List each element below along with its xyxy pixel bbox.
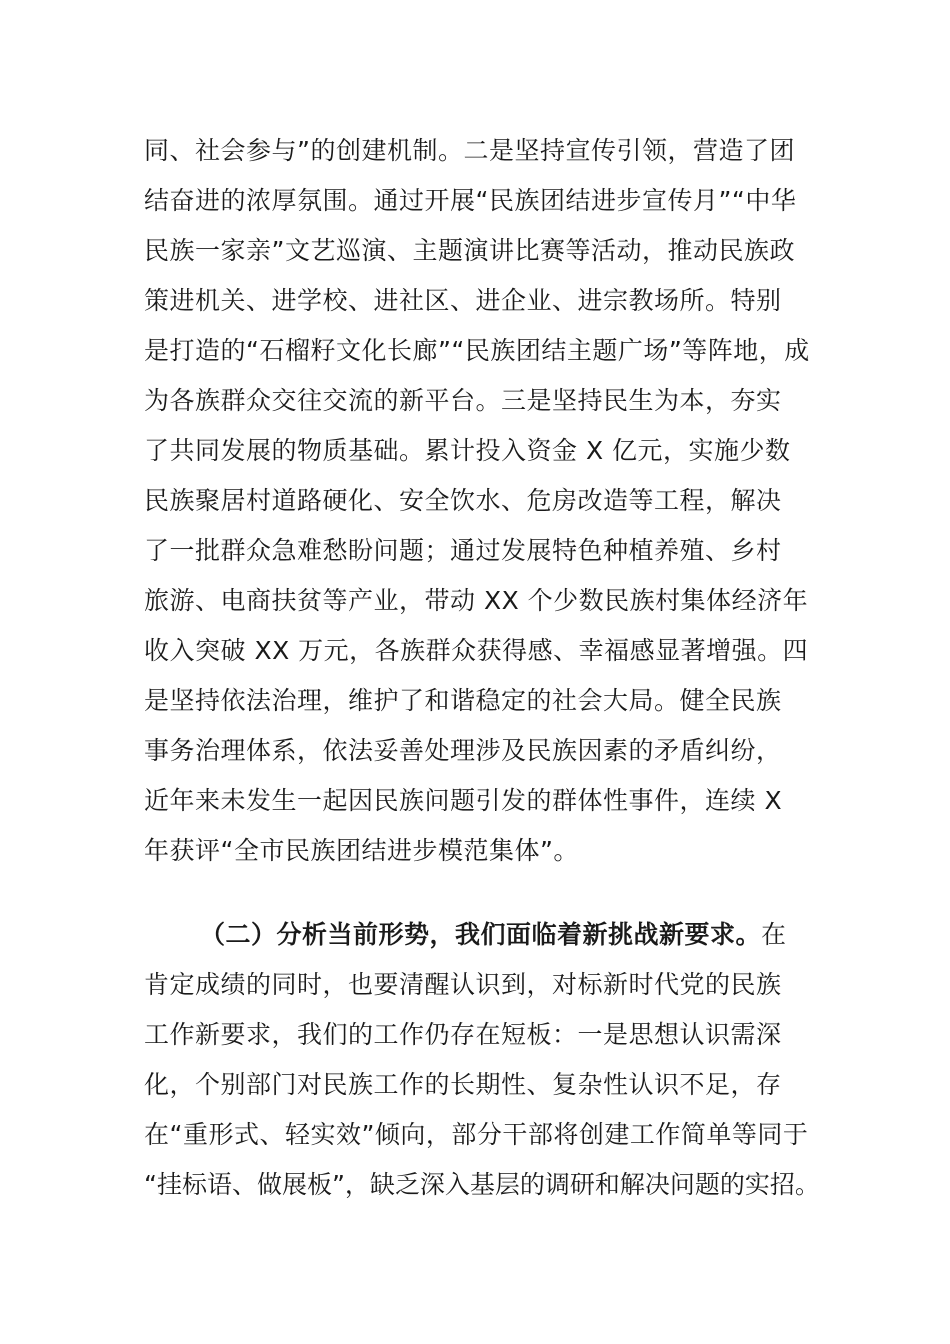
text-line: 收入突破 XX 万元，各族群众获得感、幸福感显著增强。四	[144, 636, 809, 665]
text-line: 旅游、电商扶贫等产业，带动 XX 个少数民族村集体经济年	[144, 586, 809, 615]
text-line: 近年来未发生一起因民族问题引发的群体性事件，连续 X	[144, 786, 783, 815]
text-line: 事务治理体系，依法妥善处理涉及民族因素的矛盾纠纷，	[144, 736, 782, 765]
text-line: 化，个别部门对民族工作的长期性、复杂性认识不足，存	[144, 1070, 782, 1099]
text-line: 年获评“全市民族团结进步模范集体”。	[144, 836, 579, 865]
text-line: 是坚持依法治理，维护了和谐稳定的社会大局。健全民族	[144, 686, 782, 715]
text-line: 结奋进的浓厚氛围。通过开展“民族团结进步宣传月”“中华	[144, 186, 797, 215]
text-line: 肯定成绩的同时，也要清醒认识到，对标新时代党的民族	[144, 970, 782, 999]
text-line: 民族一家亲”文艺巡演、主题演讲比赛等活动，推动民族政	[144, 236, 795, 265]
text-line-first	[200, 918, 787, 952]
text-line: 同、社会参与”的创建机制。二是坚持宣传引领，营造了团	[144, 136, 795, 165]
text-line: “挂标语、做展板”，缺乏深入基层的调研和解决问题的实招。	[144, 1170, 820, 1199]
text-line: 了共同发展的物质基础。累计投入资金 X 亿元，实施少数	[144, 436, 791, 465]
text-line: 为各族群众交往交流的新平台。三是坚持民生为本，夯实	[144, 386, 782, 415]
section-heading: （二）分析当前形势，我们面临着新挑战新要求。	[200, 920, 762, 949]
text-line: 民族聚居村道路硬化、安全饮水、危房改造等工程，解决	[144, 486, 782, 515]
text-line: 是打造的“石榴籽文化长廊”“民族团结主题广场”等阵地，成	[144, 336, 810, 365]
text-line: 策进机关、进学校、进社区、进企业、进宗教场所。特别	[144, 286, 782, 315]
text-line: 工作新要求，我们的工作仍存在短板：一是思想认识需深	[144, 1020, 782, 1049]
text-line: 在“重形式、轻实效”倾向，部分干部将创建工作简单等同于	[144, 1120, 809, 1149]
heading-trailing-text: 在	[761, 920, 787, 949]
text-line: 了一批群众急难愁盼问题；通过发展特色种植养殖、乡村	[144, 536, 782, 565]
